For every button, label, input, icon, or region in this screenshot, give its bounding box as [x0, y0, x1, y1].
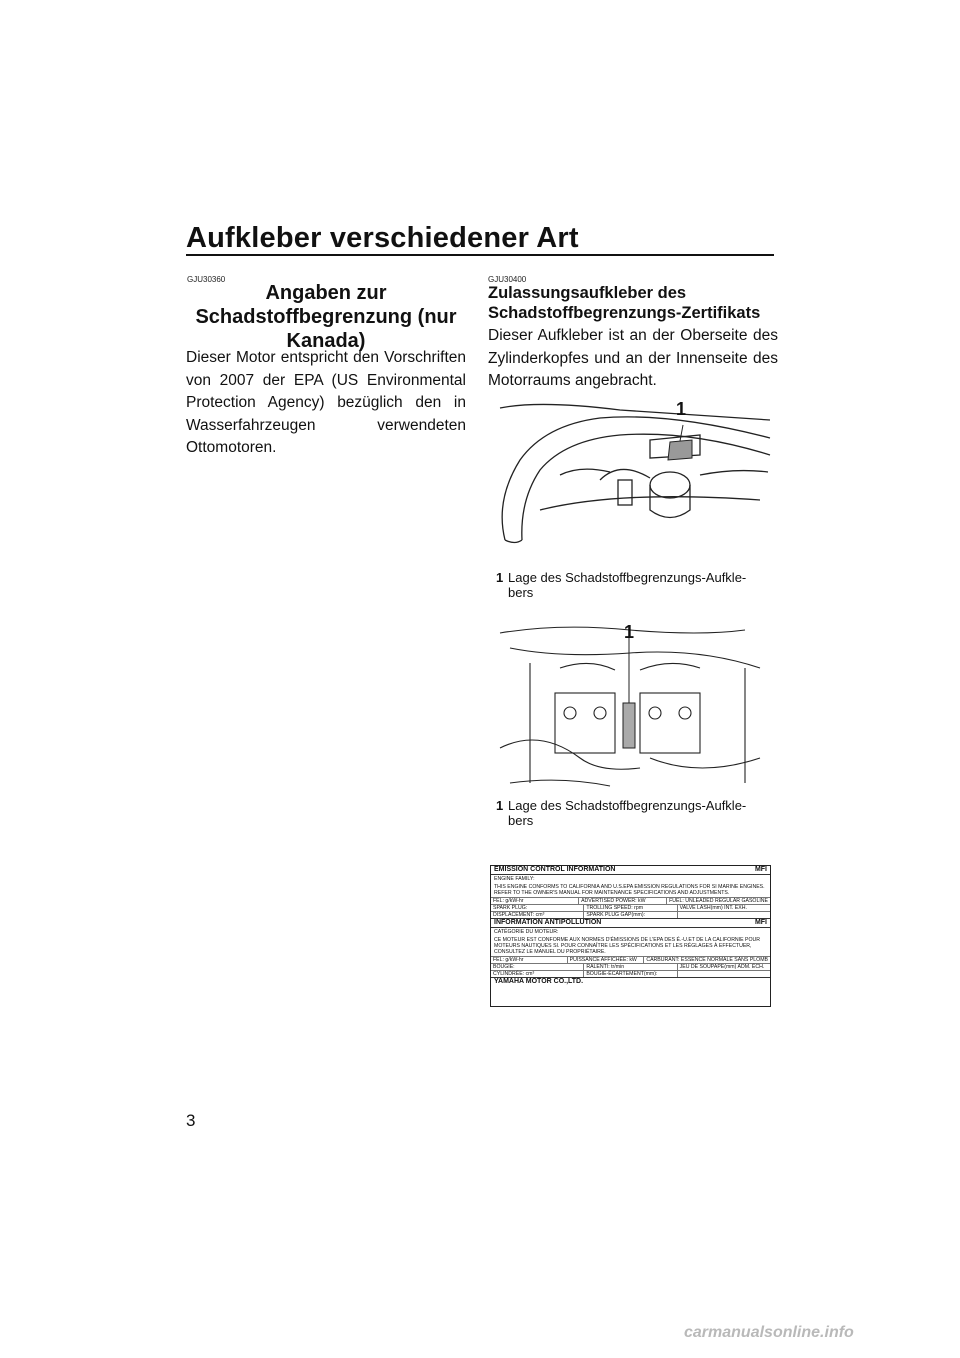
label-tag: MFI — [754, 866, 767, 873]
section-heading: Angaben zur Schadstoffbegrenzung (nur Kanada) — [195, 282, 457, 352]
label-title: INFORMATION ANTIPOLLUTION — [494, 919, 602, 926]
label-cell: JEU DE SOUPAPE(mm) ADM. ÉCH. — [679, 964, 765, 970]
label-row — [491, 911, 770, 918]
label-title: EMISSION CONTROL INFORMATION — [494, 866, 616, 873]
caption-number: 1 — [496, 570, 504, 585]
figure-callout: 1 — [676, 399, 687, 419]
label-row — [491, 963, 770, 970]
label-cell: CYLINDRÉE: cm³ — [491, 971, 584, 977]
label-row — [491, 904, 770, 911]
section-code: GJU30400 — [488, 275, 527, 284]
page-number: 3 — [186, 1111, 196, 1130]
label-engine-family: CATÉGORIE DU MOTEUR: — [494, 929, 559, 935]
label-cell: VALVE LASH(mm) INT. EXH. — [679, 905, 747, 911]
title-divider — [186, 254, 774, 256]
engine-illustration — [500, 608, 770, 793]
label-cell: FEL: g/kW-hr — [491, 957, 568, 963]
figure-caption — [496, 570, 766, 600]
label-row — [491, 970, 770, 977]
label-cell: SPARK PLUG GAP(mm): — [584, 912, 677, 918]
label-cell: SPARK PLUG: — [491, 905, 584, 911]
label-tag: MFI — [754, 919, 767, 926]
figure-callout: 1 — [624, 622, 635, 642]
figure-caption — [496, 798, 766, 828]
label-section-english — [491, 866, 770, 919]
label-text: THIS ENGINE CONFORMS TO CALIFORNIA AND U.S.EPA EMISSION REGULATIONS FOR SI MARINE ENGINES. REFER TO THE OWNER'S MANUAL FOR MAINTENANCE SPECIFICATIONS AND ADJUSTMENTS. — [494, 884, 765, 896]
label-cell: DISPLACEMENT: cm³ — [491, 912, 584, 918]
label-cell — [678, 912, 770, 918]
caption-text: Lage des Schadstoffbegrenzungs-Aufkle-bers — [508, 570, 747, 600]
section-heading: Zulassungsaufkleber des Schadstoffbegrenzungs-Zertifikats — [488, 284, 761, 322]
label-row — [491, 956, 770, 963]
emission-control-label — [490, 865, 771, 1007]
label-section-french — [491, 919, 770, 978]
label-cell: RALENTI: tr/min — [584, 964, 677, 970]
label-text: CE MOTEUR EST CONFORME AUX NORMES D'ÉMISSIONS DE L'EPA DES É.-U.ET DE LA CALIFORNIE POUR MOTEURS NAUTIQUES SI. POUR CONNAÎTRE LES SPÉCIFICATIONS ET LES RÉGLAGES À EFFECTUER, CONSULTEZ LE MANUEL DU PROPRIÉTAIRE. — [494, 937, 761, 955]
label-cell: ADVERTISED POWER: kW — [579, 898, 667, 904]
caption-number: 1 — [496, 798, 504, 813]
label-manufacturer: YAMAHA MOTOR CO.,LTD. — [494, 978, 584, 985]
section-body: Dieser Aufkleber ist an der Oberseite des Zylinderkopfes und an der Innenseite des Motorraums angebracht. — [488, 327, 778, 390]
label-cell: FEL: g/kW-hr — [491, 898, 579, 904]
label-cell — [678, 971, 770, 977]
label-cell: BOUGIE-ÉCARTEMENT(mm): — [584, 971, 677, 977]
label-row — [491, 897, 770, 904]
label-cell: PUISSANCE AFFICHÉE: kW — [568, 957, 645, 963]
label-cell: FUEL: UNLEADED REGULAR GASOLINE — [669, 898, 769, 904]
caption-text: Lage des Schadstoffbegrenzungs-Aufkle-bers — [508, 798, 747, 828]
engine-compartment-illustration — [500, 380, 770, 555]
page-title: Aufkleber verschiedener Art — [186, 222, 579, 254]
label-cell: BOUGIE: — [491, 964, 584, 970]
section-code: GJU30360 — [187, 275, 226, 284]
label-cell: CARBURANT: ESSENCE NORMALE SANS PLOMB — [646, 957, 768, 963]
label-cell: TROLLING SPEED: rpm — [584, 905, 677, 911]
watermark: carmanualsonline.info — [684, 1324, 854, 1341]
label-engine-family: ENGINE FAMILY: — [494, 876, 535, 882]
section-body: Dieser Motor entspricht den Vorschriften von 2007 der EPA (US Environmental Protection Agency) bezüglich den in Wasserfahrzeugen verwendeten Ottomotoren. — [186, 349, 466, 457]
